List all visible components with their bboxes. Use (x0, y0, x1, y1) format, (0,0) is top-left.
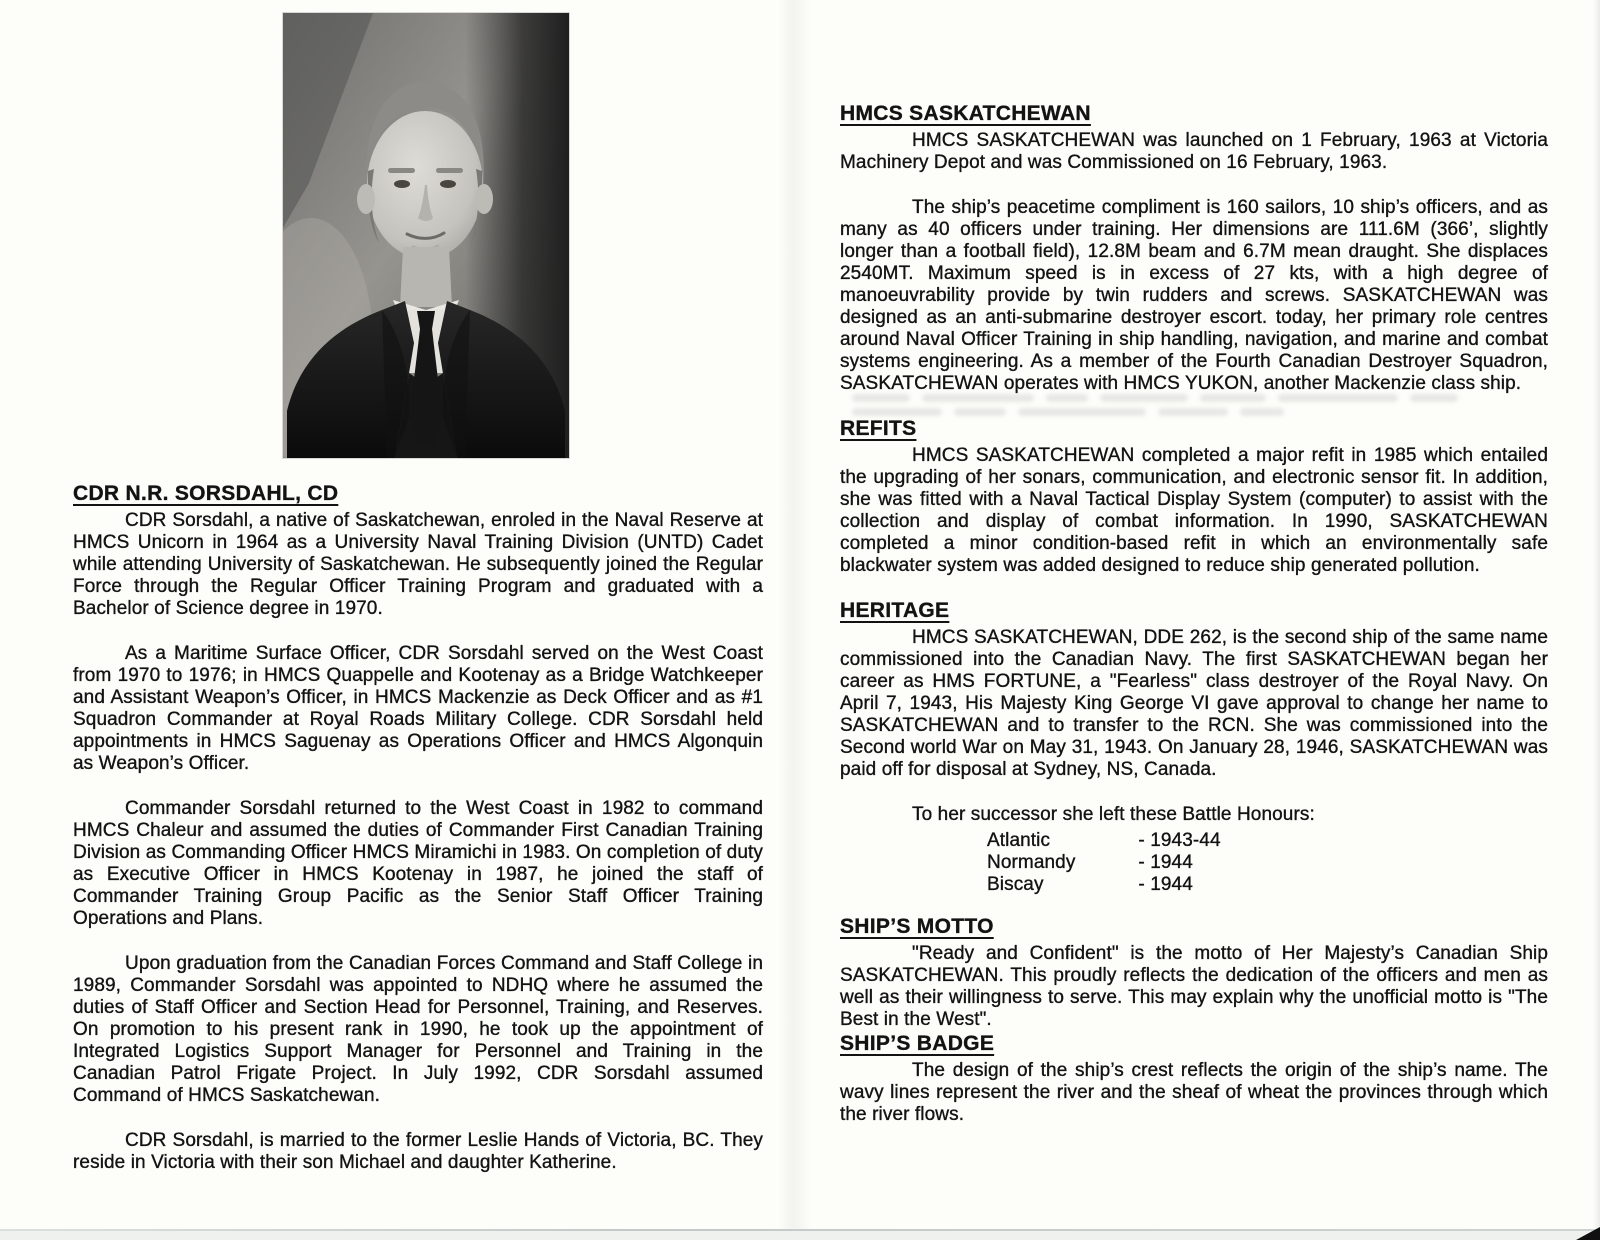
battle-honour-name: Atlantic (987, 830, 1051, 851)
battle-honour-years: - 1944 (1138, 874, 1193, 895)
scan-bottom-edge (0, 1231, 1600, 1240)
biography-paragraph: CDR Sorsdahl, a native of Saskatchewan, enroled in the Naval Reserve at HMCS Unicorn in 1964 as a University Naval Training Division (UNTD) Cadet while attending University of Saskatchewan. He subsequently joined the Regular Force through the Regular Officer Training Program and graduated with a Bachelor of Science degree in 1970. (73, 510, 763, 619)
motto-paragraph: "Ready and Confident" is the motto of Her Majesty’s Canadian Ship SASKATCHEWAN. This proudly reflects the dedication of the officers and men as well as their willingness to serve. This may explain why the unofficial motto is "The Best in the West". (840, 943, 1548, 1030)
bleed-through-artifact (852, 394, 1532, 422)
scan-right-edge-shadow (1593, 0, 1600, 1240)
heading-cdr-sorsdahl: CDR N.R. SORSDAHL, CD (73, 482, 339, 505)
battle-honours-intro: To her successor she left these Battle Honours: (912, 804, 1315, 825)
biography-paragraph: Commander Sorsdahl returned to the West Coast in 1982 to command HMCS Chaleur and assumed the duties of Commander First Canadian Training Division as Commanding Officer HMCS Miramichi in 1983. On completion of duty as Executive Officer in HMCS Kootenay in 1987, he joined the staff of Commander Training Group Pacific as the Senior Staff Officer Training Operations and Plans. (73, 798, 763, 929)
page-fold (778, 0, 812, 1240)
battle-honour-name: Biscay (987, 874, 1044, 895)
ship-paragraph: The ship’s peacetime compliment is 160 sailors, 10 ship’s officers, and as many as 40 officers under training. Her dimensions are 111.6M (366’, slightly longer than a football field), 12.8M beam and 6.7M mean draught. She displaces 2540MT. Maximum speed is in excess of 27 kts, with a high degree of manoeuvrability provide by twin rudders and screws. SASKATCHEWAN was designed as an anti-submarine destroyer escort. today, her primary role centres around Naval Officer Training in ship handling, navigation, and marine and combat systems engineering. As a member of the Fourth Canadian Destroyer Squadron, SASKATCHEWAN operates with HMCS YUKON, another Mackenzie class ship. (840, 197, 1548, 394)
portrait-illustration (283, 13, 569, 458)
ship-paragraph: HMCS SASKATCHEWAN was launched on 1 February, 1963 at Victoria Machinery Depot and was Commissioned on 16 February, 1963. (840, 130, 1548, 173)
heritage-paragraph: HMCS SASKATCHEWAN, DDE 262, is the second ship of the same name commissioned into the Canadian Navy. The first SASKATCHEWAN began her career as HMS FORTUNE, a "Fearless" class destroyer of the Royal Navy. On April 7, 1943, His Majesty King George VI gave approval to change her name to SASKATCHEWAN and to transfer to the RCN. She was commissioned into the Second world War on May 31, 1943. On January 28, 1946, SASKATCHEWAN was paid off for disposal at Sydney, NS, Canada. (840, 627, 1548, 780)
badge-paragraph: The design of the ship’s crest reflects the origin of the ship’s name. The wavy lines represent the river and the sheaf of wheat the provinces through which the river flows. (840, 1060, 1548, 1125)
battle-honours-list (840, 804, 1548, 896)
battle-honour-row (987, 830, 1548, 852)
heading-refits: REFITS (840, 417, 917, 440)
heading-heritage: HERITAGE (840, 599, 950, 622)
biography-paragraph: Upon graduation from the Canadian Forces Command and Staff College in 1989, Commander Sorsdahl was appointed to NDHQ where he assumed the duties of Staff Officer and Section Head for Personnel, Training, and Reserves. On promotion to his present rank in 1990, he took up the appointment of Integrated Logistics Support Manager for Personnel and Training in the Canadian Patrol Frigate Project. In July 1992, CDR Sorsdahl assumed Command of HMCS Saskatchewan. (73, 953, 763, 1106)
battle-honour-years: - 1944 (1138, 852, 1193, 873)
battle-honour-row (987, 852, 1548, 874)
left-page-column (73, 483, 763, 1197)
battle-honour-row (987, 874, 1548, 896)
heading-ships-badge: SHIP’S BADGE (840, 1032, 995, 1055)
heading-ships-motto: SHIP’S MOTTO (840, 915, 994, 938)
battle-honour-years: - 1943-44 (1138, 830, 1221, 851)
biography-paragraph: As a Maritime Surface Officer, CDR Sorsdahl served on the West Coast from 1970 to 1976; in HMCS Quappelle and Kootenay as a Bridge Watchkeeper and Assistant Weapon’s Officer, in HMCS Mackenzie as Deck Officer and as #1 Squadron Commander at Royal Roads Military College. CDR Sorsdahl held appointments in HMCS Saguenay as Operations Officer and HMCS Algonquin as Weapon’s Officer. (73, 643, 763, 774)
biography-paragraph: CDR Sorsdahl, is married to the former Leslie Hands of Victoria, BC. They reside in Victoria with their son Michael and daughter Katherine. (73, 1130, 763, 1173)
right-page-column (840, 103, 1548, 1149)
refits-paragraph: HMCS SASKATCHEWAN completed a major refit in 1985 which entailed the upgrading of her sonars, communication, and electronic sensor fit. In addition, she was fitted with a Naval Tactical Display System (computer) to assist with the collection and display of combat information. In 1990, SASKATCHEWAN completed a minor condition-based refit in which an environmentally safe blackwater system was added designed to reduce ship generated pollution. (840, 445, 1548, 576)
heading-hmcs-saskatchewan: HMCS SASKATCHEWAN (840, 102, 1091, 125)
battle-honour-name: Normandy (987, 852, 1076, 873)
portrait-photo (283, 13, 569, 458)
